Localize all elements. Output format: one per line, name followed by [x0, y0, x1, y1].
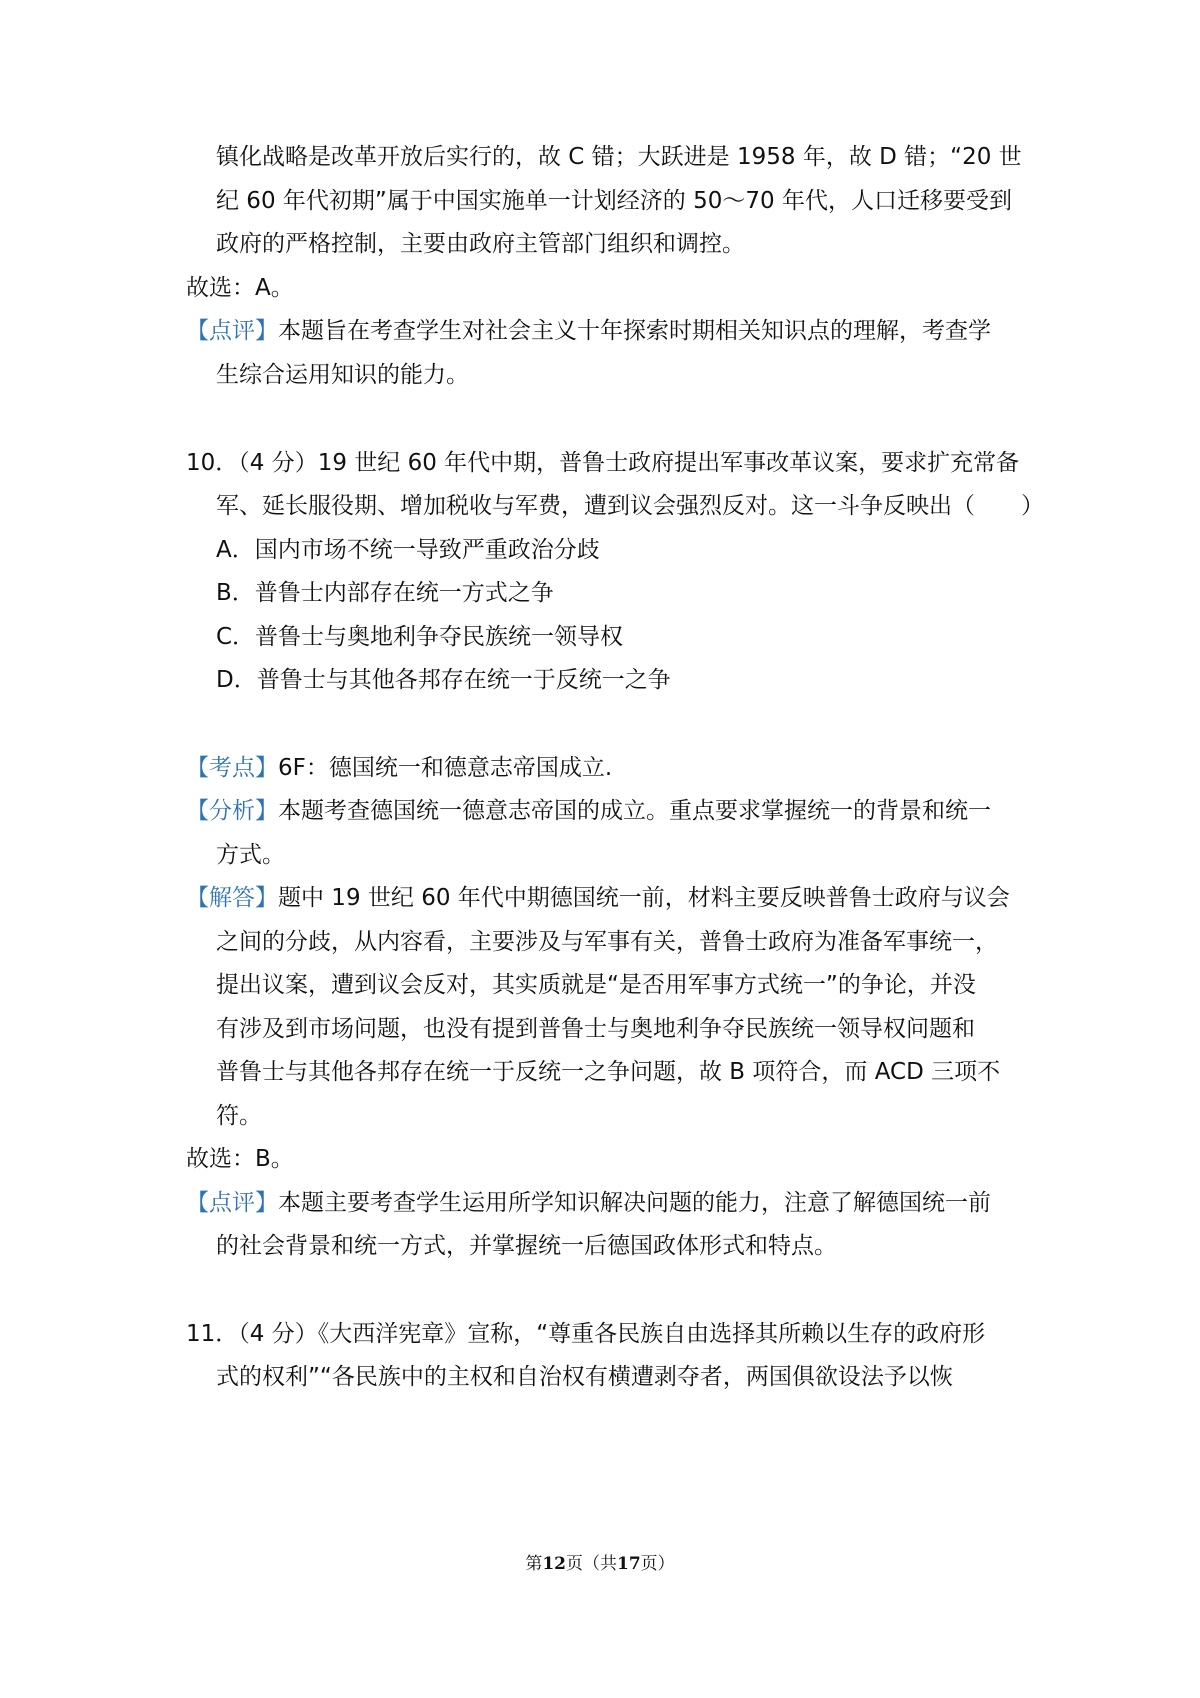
- q10-kaodian: [186, 753, 612, 783]
- q11-stem-line-1: 11．（4 分）《大西洋宪章》宣称，“尊重各民族自由选择其所赖以生存的政府形: [186, 1321, 986, 1347]
- q10-option-b: B．普鲁士内部存在统一方式之争: [216, 580, 554, 606]
- q10-fenxi-label: 【分析】: [186, 798, 278, 824]
- q10-kaodian-label: 【考点】: [186, 755, 278, 781]
- q10-jieda-line-4: 有涉及到市场问题，也没有提到普鲁士与奥地利争夺民族统一领导权问题和: [216, 1016, 975, 1042]
- q10-option-d: D．普鲁士与其他各邦存在统一于反统一之争: [216, 667, 671, 693]
- q10-fenxi-line-2: 方式。: [216, 842, 285, 868]
- q10-choice: 故选：B。: [186, 1146, 294, 1172]
- prev-comment-text-1: 本题旨在考查学生对社会主义十年探索时期相关知识点的理解，考查学: [278, 318, 991, 344]
- q10-fenxi-line-1: [186, 796, 991, 826]
- q10-stem-line-1: 10．（4 分）19 世纪 60 年代中期，普鲁士政府提出军事改革议案，要求扩充常备: [186, 450, 1020, 476]
- q10-jieda-line-2: 之间的分歧，从内容看，主要涉及与军事有关，普鲁士政府为准备军事统一，: [216, 929, 998, 955]
- q11-stem-line-2: 式的权利”“各民族中的主权和自治权有横遭剥夺者，两国俱欲设法予以恢: [216, 1364, 953, 1390]
- prev-comment-line-2: 生综合运用知识的能力。: [216, 362, 469, 388]
- q10-kaodian-text: 6F：德国统一和德意志帝国成立.: [278, 755, 613, 781]
- q10-jieda-line-5: 普鲁士与其他各邦存在统一于反统一之争问题，故 B 项符合，而 ACD 三项不: [216, 1059, 1001, 1085]
- footer-page-number: 12: [542, 1554, 566, 1574]
- q10-comment-line-2: 的社会背景和统一方式，并掌握统一后德国政体形式和特点。: [216, 1233, 837, 1259]
- q10-stem-line-2: 军、延长服役期、增加税收与军费，遭到议会强烈反对。这一斗争反映出（ ）: [216, 493, 1044, 519]
- prev-comment-line-1: [186, 316, 991, 346]
- prev-answer-choice: 故选：A。: [186, 275, 294, 301]
- q10-comment-text-1: 本题主要考查学生运用所学知识解决问题的能力，注意了解德国统一前: [278, 1190, 991, 1216]
- footer-suffix: 页）: [640, 1554, 675, 1574]
- q10-jieda-label: 【解答】: [186, 885, 278, 911]
- q10-jieda-text-1: 题中 19 世纪 60 年代中期德国统一前，材料主要反映普鲁士政府与议会: [278, 885, 1010, 911]
- q10-comment-line-1: [186, 1188, 991, 1218]
- q10-option-a: A．国内市场不统一导致严重政治分歧: [216, 537, 600, 563]
- prev-answer-line-1: 镇化战略是改革开放后实行的，故 C 错；大跃进是 1958 年，故 D 错；“20 世: [216, 144, 1022, 170]
- prev-answer-line-2: 纪 60 年代初期”属于中国实施单一计划经济的 50～70 年代，人口迁移要受到: [216, 188, 1012, 214]
- q10-fenxi-text-1: 本题考查德国统一德意志帝国的成立。重点要求掌握统一的背景和统一: [278, 798, 991, 824]
- q10-comment-label: 【点评】: [186, 1190, 278, 1216]
- q10-jieda-line-1: [186, 883, 1010, 913]
- prev-answer-line-3: 政府的严格控制，主要由政府主管部门组织和调控。: [216, 231, 745, 257]
- footer-prefix: 第: [525, 1554, 543, 1574]
- footer-total-pages: 17: [617, 1554, 641, 1574]
- footer-middle: 页（共: [566, 1554, 617, 1574]
- q10-jieda-line-3: 提出议案，遭到议会反对，其实质就是“是否用军事方式统一”的争论，并没: [216, 972, 976, 998]
- q10-option-c: C．普鲁士与奥地利争夺民族统一领导权: [216, 624, 624, 650]
- q10-jieda-line-6: 符。: [216, 1103, 262, 1129]
- page-footer: [0, 1552, 1200, 1576]
- prev-comment-label: 【点评】: [186, 318, 278, 344]
